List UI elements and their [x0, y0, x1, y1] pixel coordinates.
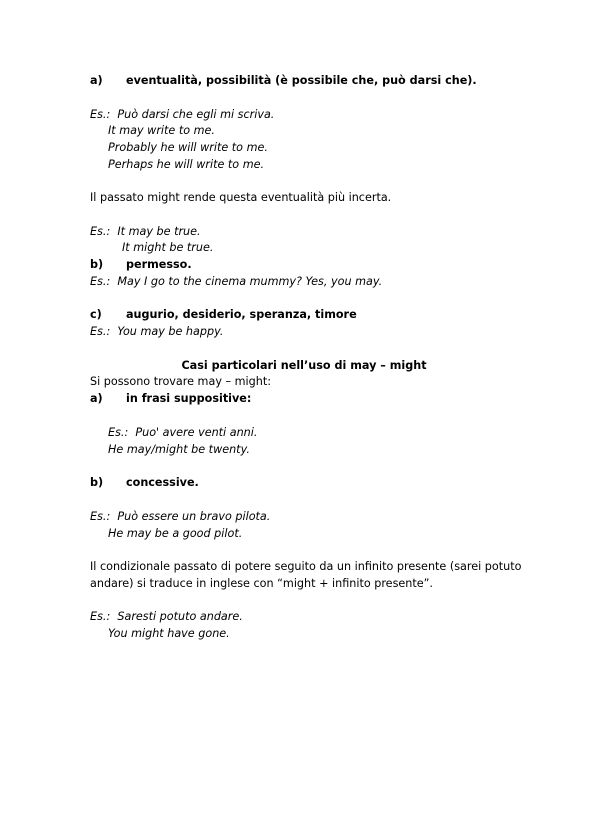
example-english: He may be a good pilot. [108, 527, 243, 540]
special-cases-heading: Casi particolari nell’uso di may – might [181, 359, 427, 372]
special-b-title: concessive. [126, 476, 199, 489]
example-italian: Può essere un bravo pilota. [117, 510, 271, 523]
special-a-title: in frasi suppositive: [126, 392, 252, 405]
conditional-paragraph-line2: andare) si traduce in inglese con “might + infinito presente”. [90, 577, 433, 590]
section-b-example [90, 275, 382, 289]
section-a-label: a) [90, 74, 103, 87]
example-english: He may/might be twenty. [108, 443, 250, 456]
example-italian: Saresti potuto andare. [117, 610, 243, 623]
section-a-heading [90, 74, 477, 88]
section-b-heading [90, 258, 192, 272]
example-english: It may be true. [117, 225, 201, 238]
section-c-title: augurio, desiderio, speranza, timore [126, 308, 357, 321]
special-b-label: b) [90, 476, 104, 489]
translation-line: Perhaps he will write to me. [108, 158, 265, 171]
example-english: May I go to the cinema mummy? Yes, you may. [117, 275, 383, 288]
section-b-label: b) [90, 258, 104, 271]
example-english: You might have gone. [108, 627, 230, 640]
section-a-title: eventualità, possibilità (è possibile che, può darsi che). [126, 74, 477, 87]
example-english: You may be happy. [117, 325, 224, 338]
section-c-example [90, 325, 223, 339]
example-italian: Può darsi che egli mi scriva. [117, 108, 275, 121]
section-a-note: Il passato might rende questa eventualità più incerta. [90, 191, 392, 204]
conditional-example [90, 610, 243, 624]
example-prefix: Es.: [108, 426, 129, 439]
section-a-example [90, 108, 274, 122]
example-prefix: Es.: [90, 325, 111, 338]
example-italian: Puo' avere venti anni. [135, 426, 258, 439]
special-a-label: a) [90, 392, 103, 405]
example-prefix: Es.: [90, 108, 111, 121]
section-c-label: c) [90, 308, 102, 321]
translation-line: It may write to me. [108, 124, 215, 137]
example-english: It might be true. [122, 241, 214, 254]
special-b-example [90, 510, 270, 524]
conditional-paragraph-line1: Il condizionale passato di potere seguito da un infinito presente (sarei potuto [90, 560, 522, 573]
example-prefix: Es.: [90, 610, 111, 623]
special-a-heading [90, 392, 251, 406]
special-cases-intro: Si possono trovare may – might: [90, 375, 271, 388]
section-a-example2 [90, 225, 201, 239]
special-a-example [108, 426, 257, 440]
example-prefix: Es.: [90, 225, 111, 238]
example-prefix: Es.: [90, 510, 111, 523]
special-b-heading [90, 476, 199, 490]
example-prefix: Es.: [90, 275, 111, 288]
section-b-title: permesso. [126, 258, 192, 271]
translation-line: Probably he will write to me. [108, 141, 268, 154]
section-c-heading [90, 308, 357, 322]
